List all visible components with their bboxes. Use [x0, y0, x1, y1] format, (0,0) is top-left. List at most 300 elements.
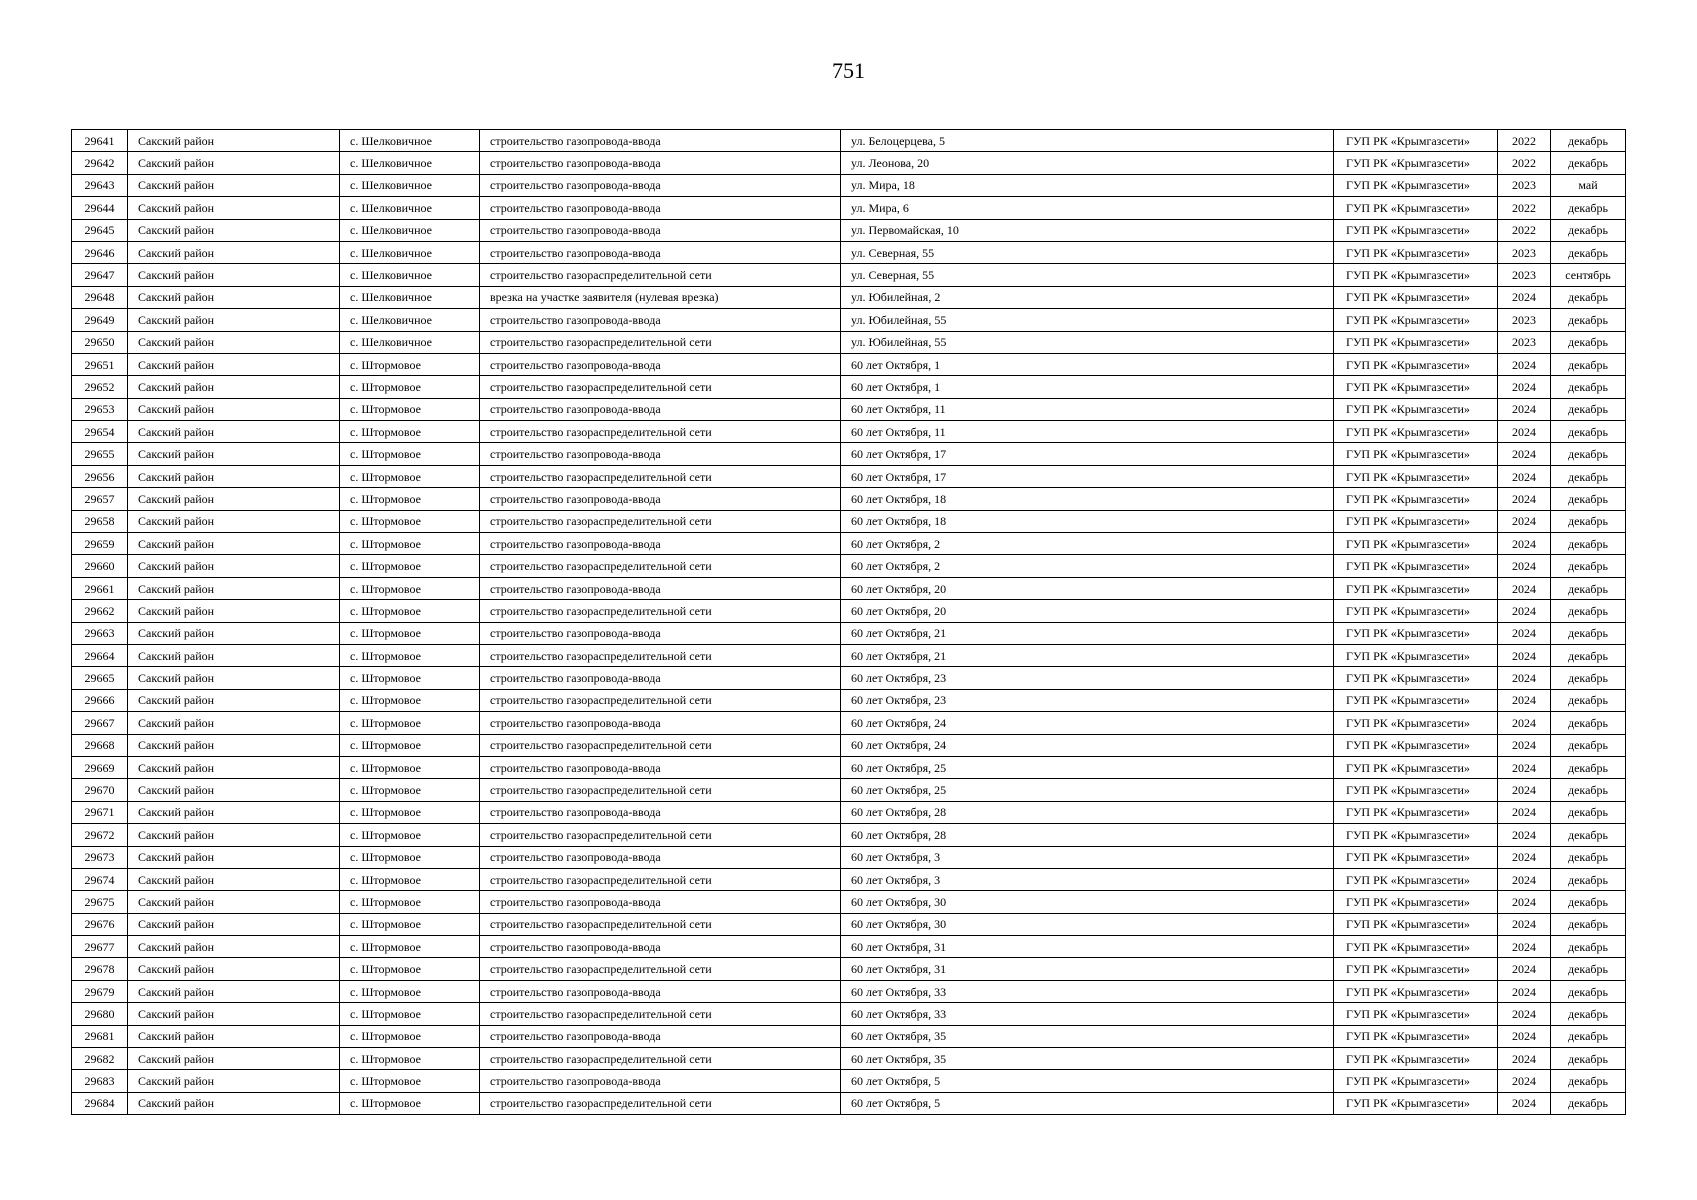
work-type-cell: строительство газопровода-ввода [480, 241, 841, 263]
table-row [72, 958, 1626, 980]
work-type-cell: строительство газопровода-ввода [480, 756, 841, 778]
district-cell: Сакский район [128, 309, 340, 331]
row-number-cell: 29666 [72, 689, 128, 711]
district-cell: Сакский район [128, 152, 340, 174]
row-number-cell: 29662 [72, 600, 128, 622]
month-cell: декабрь [1551, 286, 1626, 308]
work-type-cell: строительство газопровода-ввода [480, 936, 841, 958]
address-cell: 60 лет Октября, 18 [841, 510, 1334, 532]
address-cell: ул. Юбилейная, 2 [841, 286, 1334, 308]
year-cell: 2022 [1498, 219, 1551, 241]
year-cell: 2024 [1498, 644, 1551, 666]
district-cell: Сакский район [128, 174, 340, 196]
row-number-cell: 29654 [72, 421, 128, 443]
work-type-cell: строительство газопровода-ввода [480, 533, 841, 555]
organization-cell: ГУП РК «Крымгазсети» [1334, 577, 1498, 599]
settlement-cell: с. Шелковичное [340, 219, 480, 241]
settlement-cell: с. Шелковичное [340, 152, 480, 174]
district-cell: Сакский район [128, 197, 340, 219]
work-type-cell: строительство газопровода-ввода [480, 891, 841, 913]
work-type-cell: строительство газопровода-ввода [480, 130, 841, 152]
settlement-cell: с. Штормовое [340, 846, 480, 868]
district-cell: Сакский район [128, 913, 340, 935]
address-cell: 60 лет Октября, 30 [841, 913, 1334, 935]
month-cell: декабрь [1551, 846, 1626, 868]
table-row [72, 600, 1626, 622]
month-cell: декабрь [1551, 443, 1626, 465]
table-row [72, 152, 1626, 174]
month-cell: декабрь [1551, 824, 1626, 846]
table-row [72, 443, 1626, 465]
month-cell: декабрь [1551, 712, 1626, 734]
address-cell: 60 лет Октября, 24 [841, 734, 1334, 756]
work-type-cell: строительство газораспределительной сети [480, 913, 841, 935]
work-type-cell: строительство газораспределительной сети [480, 868, 841, 890]
work-type-cell: врезка на участке заявителя (нулевая врезка) [480, 286, 841, 308]
settlement-cell: с. Шелковичное [340, 130, 480, 152]
row-number-cell: 29657 [72, 488, 128, 510]
address-cell: ул. Северная, 55 [841, 241, 1334, 263]
work-type-cell: строительство газопровода-ввода [480, 353, 841, 375]
row-number-cell: 29676 [72, 913, 128, 935]
month-cell: декабрь [1551, 913, 1626, 935]
month-cell: декабрь [1551, 1025, 1626, 1047]
row-number-cell: 29649 [72, 309, 128, 331]
table-row [72, 174, 1626, 196]
work-type-cell: строительство газопровода-ввода [480, 846, 841, 868]
year-cell: 2024 [1498, 555, 1551, 577]
row-number-cell: 29650 [72, 331, 128, 353]
year-cell: 2024 [1498, 577, 1551, 599]
row-number-cell: 29670 [72, 779, 128, 801]
month-cell: сентябрь [1551, 264, 1626, 286]
settlement-cell: с. Штормовое [340, 488, 480, 510]
district-cell: Сакский район [128, 1003, 340, 1025]
district-cell: Сакский район [128, 1048, 340, 1070]
table-row [72, 779, 1626, 801]
month-cell: декабрь [1551, 331, 1626, 353]
settlement-cell: с. Штормовое [340, 1025, 480, 1047]
month-cell: декабрь [1551, 577, 1626, 599]
year-cell: 2022 [1498, 130, 1551, 152]
year-cell: 2024 [1498, 600, 1551, 622]
table-row [72, 868, 1626, 890]
district-cell: Сакский район [128, 264, 340, 286]
row-number-cell: 29664 [72, 644, 128, 666]
month-cell: декабрь [1551, 197, 1626, 219]
address-cell: ул. Леонова, 20 [841, 152, 1334, 174]
year-cell: 2024 [1498, 846, 1551, 868]
organization-cell: ГУП РК «Крымгазсети» [1334, 488, 1498, 510]
month-cell: декабрь [1551, 779, 1626, 801]
month-cell: декабрь [1551, 891, 1626, 913]
year-cell: 2024 [1498, 533, 1551, 555]
row-number-cell: 29656 [72, 465, 128, 487]
year-cell: 2024 [1498, 488, 1551, 510]
settlement-cell: с. Штормовое [340, 801, 480, 823]
work-type-cell: строительство газораспределительной сети [480, 510, 841, 532]
organization-cell: ГУП РК «Крымгазсети» [1334, 868, 1498, 890]
address-cell: ул. Мира, 18 [841, 174, 1334, 196]
organization-cell: ГУП РК «Крымгазсети» [1334, 421, 1498, 443]
address-cell: 60 лет Октября, 31 [841, 936, 1334, 958]
work-type-cell: строительство газораспределительной сети [480, 1048, 841, 1070]
table-row [72, 913, 1626, 935]
row-number-cell: 29667 [72, 712, 128, 734]
table-row [72, 219, 1626, 241]
month-cell: декабрь [1551, 936, 1626, 958]
district-cell: Сакский район [128, 824, 340, 846]
district-cell: Сакский район [128, 644, 340, 666]
month-cell: декабрь [1551, 868, 1626, 890]
table-row [72, 264, 1626, 286]
work-type-cell: строительство газопровода-ввода [480, 443, 841, 465]
district-cell: Сакский район [128, 779, 340, 801]
organization-cell: ГУП РК «Крымгазсети» [1334, 936, 1498, 958]
organization-cell: ГУП РК «Крымгазсети» [1334, 331, 1498, 353]
work-type-cell: строительство газораспределительной сети [480, 1092, 841, 1114]
work-type-cell: строительство газораспределительной сети [480, 264, 841, 286]
district-cell: Сакский район [128, 622, 340, 644]
district-cell: Сакский район [128, 421, 340, 443]
district-cell: Сакский район [128, 510, 340, 532]
row-number-cell: 29680 [72, 1003, 128, 1025]
year-cell: 2024 [1498, 421, 1551, 443]
organization-cell: ГУП РК «Крымгазсети» [1334, 219, 1498, 241]
organization-cell: ГУП РК «Крымгазсети» [1334, 958, 1498, 980]
address-cell: 60 лет Октября, 35 [841, 1025, 1334, 1047]
work-type-cell: строительство газопровода-ввода [480, 488, 841, 510]
row-number-cell: 29673 [72, 846, 128, 868]
settlement-cell: с. Штормовое [340, 533, 480, 555]
address-cell: 60 лет Октября, 33 [841, 980, 1334, 1002]
year-cell: 2024 [1498, 667, 1551, 689]
table-row [72, 891, 1626, 913]
year-cell: 2024 [1498, 712, 1551, 734]
table-row [72, 398, 1626, 420]
address-cell: 60 лет Октября, 18 [841, 488, 1334, 510]
address-cell: 60 лет Октября, 25 [841, 779, 1334, 801]
settlement-cell: с. Шелковичное [340, 241, 480, 263]
district-cell: Сакский район [128, 712, 340, 734]
month-cell: декабрь [1551, 644, 1626, 666]
year-cell: 2024 [1498, 868, 1551, 890]
page-number: 751 [832, 58, 865, 83]
address-cell: 60 лет Октября, 3 [841, 868, 1334, 890]
settlement-cell: с. Штормовое [340, 600, 480, 622]
month-cell: декабрь [1551, 152, 1626, 174]
settlement-cell: с. Штормовое [340, 756, 480, 778]
address-cell: 60 лет Октября, 11 [841, 421, 1334, 443]
year-cell: 2024 [1498, 510, 1551, 532]
settlement-cell: с. Штормовое [340, 1048, 480, 1070]
organization-cell: ГУП РК «Крымгазсети» [1334, 510, 1498, 532]
address-cell: ул. Первомайская, 10 [841, 219, 1334, 241]
table-row [72, 421, 1626, 443]
settlement-cell: с. Штормовое [340, 689, 480, 711]
row-number-cell: 29660 [72, 555, 128, 577]
organization-cell: ГУП РК «Крымгазсети» [1334, 622, 1498, 644]
settlement-cell: с. Штормовое [340, 958, 480, 980]
organization-cell: ГУП РК «Крымгазсети» [1334, 667, 1498, 689]
organization-cell: ГУП РК «Крымгазсети» [1334, 376, 1498, 398]
organization-cell: ГУП РК «Крымгазсети» [1334, 309, 1498, 331]
row-number-cell: 29659 [72, 533, 128, 555]
settlement-cell: с. Штормовое [340, 1003, 480, 1025]
table-row [72, 689, 1626, 711]
year-cell: 2024 [1498, 891, 1551, 913]
table-body [72, 130, 1626, 1115]
row-number-cell: 29683 [72, 1070, 128, 1092]
row-number-cell: 29682 [72, 1048, 128, 1070]
work-type-cell: строительство газопровода-ввода [480, 577, 841, 599]
organization-cell: ГУП РК «Крымгазсети» [1334, 555, 1498, 577]
settlement-cell: с. Штормовое [340, 353, 480, 375]
organization-cell: ГУП РК «Крымгазсети» [1334, 1070, 1498, 1092]
row-number-cell: 29668 [72, 734, 128, 756]
district-cell: Сакский район [128, 756, 340, 778]
row-number-cell: 29674 [72, 868, 128, 890]
year-cell: 2024 [1498, 1003, 1551, 1025]
address-cell: 60 лет Октября, 25 [841, 756, 1334, 778]
row-number-cell: 29663 [72, 622, 128, 644]
table-row [72, 667, 1626, 689]
district-cell: Сакский район [128, 1070, 340, 1092]
year-cell: 2024 [1498, 1025, 1551, 1047]
year-cell: 2024 [1498, 443, 1551, 465]
settlement-cell: с. Штормовое [340, 891, 480, 913]
row-number-cell: 29647 [72, 264, 128, 286]
table-row [72, 130, 1626, 152]
month-cell: декабрь [1551, 219, 1626, 241]
address-cell: 60 лет Октября, 2 [841, 555, 1334, 577]
organization-cell: ГУП РК «Крымгазсети» [1334, 197, 1498, 219]
month-cell: декабрь [1551, 398, 1626, 420]
organization-cell: ГУП РК «Крымгазсети» [1334, 801, 1498, 823]
row-number-cell: 29644 [72, 197, 128, 219]
month-cell: декабрь [1551, 756, 1626, 778]
month-cell: май [1551, 174, 1626, 196]
row-number-cell: 29665 [72, 667, 128, 689]
address-cell: 60 лет Октября, 24 [841, 712, 1334, 734]
year-cell: 2024 [1498, 824, 1551, 846]
organization-cell: ГУП РК «Крымгазсети» [1334, 689, 1498, 711]
district-cell: Сакский район [128, 936, 340, 958]
work-type-cell: строительство газопровода-ввода [480, 980, 841, 1002]
table-row [72, 1003, 1626, 1025]
address-cell: ул. Юбилейная, 55 [841, 331, 1334, 353]
table-row [72, 555, 1626, 577]
address-cell: 60 лет Октября, 33 [841, 1003, 1334, 1025]
address-cell: 60 лет Октября, 35 [841, 1048, 1334, 1070]
month-cell: декабрь [1551, 667, 1626, 689]
settlement-cell: с. Штормовое [340, 712, 480, 734]
table-row [72, 644, 1626, 666]
settlement-cell: с. Штормовое [340, 913, 480, 935]
month-cell: декабрь [1551, 689, 1626, 711]
table-row [72, 488, 1626, 510]
work-type-cell: строительство газораспределительной сети [480, 376, 841, 398]
address-cell: 60 лет Октября, 20 [841, 600, 1334, 622]
row-number-cell: 29661 [72, 577, 128, 599]
settlement-cell: с. Штормовое [340, 622, 480, 644]
address-cell: 60 лет Октября, 23 [841, 667, 1334, 689]
organization-cell: ГУП РК «Крымгазсети» [1334, 152, 1498, 174]
year-cell: 2023 [1498, 309, 1551, 331]
organization-cell: ГУП РК «Крымгазсети» [1334, 130, 1498, 152]
table-row [72, 353, 1626, 375]
district-cell: Сакский район [128, 465, 340, 487]
row-number-cell: 29652 [72, 376, 128, 398]
row-number-cell: 29675 [72, 891, 128, 913]
organization-cell: ГУП РК «Крымгазсети» [1334, 1092, 1498, 1114]
organization-cell: ГУП РК «Крымгазсети» [1334, 712, 1498, 734]
row-number-cell: 29677 [72, 936, 128, 958]
month-cell: декабрь [1551, 555, 1626, 577]
work-type-cell: строительство газопровода-ввода [480, 309, 841, 331]
table-row [72, 734, 1626, 756]
row-number-cell: 29671 [72, 801, 128, 823]
year-cell: 2024 [1498, 936, 1551, 958]
work-type-cell: строительство газопровода-ввода [480, 152, 841, 174]
row-number-cell: 29653 [72, 398, 128, 420]
district-cell: Сакский район [128, 734, 340, 756]
settlement-cell: с. Шелковичное [340, 197, 480, 219]
table-row [72, 1048, 1626, 1070]
month-cell: декабрь [1551, 958, 1626, 980]
work-type-cell: строительство газораспределительной сети [480, 555, 841, 577]
settlement-cell: с. Штормовое [340, 779, 480, 801]
address-cell: 60 лет Октября, 5 [841, 1092, 1334, 1114]
settlement-cell: с. Штормовое [340, 644, 480, 666]
organization-cell: ГУП РК «Крымгазсети» [1334, 241, 1498, 263]
table-row [72, 622, 1626, 644]
table-row [72, 309, 1626, 331]
month-cell: декабрь [1551, 533, 1626, 555]
row-number-cell: 29645 [72, 219, 128, 241]
year-cell: 2024 [1498, 286, 1551, 308]
settlement-cell: с. Штормовое [340, 443, 480, 465]
month-cell: декабрь [1551, 465, 1626, 487]
district-cell: Сакский район [128, 868, 340, 890]
table-row [72, 712, 1626, 734]
work-type-cell: строительство газопровода-ввода [480, 622, 841, 644]
district-cell: Сакский район [128, 286, 340, 308]
month-cell: декабрь [1551, 353, 1626, 375]
work-type-cell: строительство газопровода-ввода [480, 801, 841, 823]
address-cell: 60 лет Октября, 5 [841, 1070, 1334, 1092]
year-cell: 2024 [1498, 1070, 1551, 1092]
table-row [72, 241, 1626, 263]
row-number-cell: 29648 [72, 286, 128, 308]
row-number-cell: 29658 [72, 510, 128, 532]
month-cell: декабрь [1551, 1070, 1626, 1092]
district-cell: Сакский район [128, 488, 340, 510]
work-type-cell: строительство газопровода-ввода [480, 398, 841, 420]
address-cell: ул. Белоцерцева, 5 [841, 130, 1334, 152]
settlement-cell: с. Штормовое [340, 980, 480, 1002]
organization-cell: ГУП РК «Крымгазсети» [1334, 443, 1498, 465]
table-row [72, 846, 1626, 868]
address-cell: 60 лет Октября, 21 [841, 622, 1334, 644]
month-cell: декабрь [1551, 241, 1626, 263]
organization-cell: ГУП РК «Крымгазсети» [1334, 644, 1498, 666]
district-cell: Сакский район [128, 689, 340, 711]
work-type-cell: строительство газопровода-ввода [480, 197, 841, 219]
organization-cell: ГУП РК «Крымгазсети» [1334, 398, 1498, 420]
year-cell: 2024 [1498, 1048, 1551, 1070]
table-row [72, 980, 1626, 1002]
month-cell: декабрь [1551, 1048, 1626, 1070]
address-cell: 60 лет Октября, 17 [841, 443, 1334, 465]
table-row [72, 824, 1626, 846]
organization-cell: ГУП РК «Крымгазсети» [1334, 756, 1498, 778]
address-cell: 60 лет Октября, 20 [841, 577, 1334, 599]
table-row [72, 533, 1626, 555]
organization-cell: ГУП РК «Крымгазсети» [1334, 846, 1498, 868]
address-cell: 60 лет Октября, 28 [841, 824, 1334, 846]
work-type-cell: строительство газопровода-ввода [480, 174, 841, 196]
address-cell: 60 лет Октября, 31 [841, 958, 1334, 980]
work-type-cell: строительство газопровода-ввода [480, 219, 841, 241]
organization-cell: ГУП РК «Крымгазсети» [1334, 174, 1498, 196]
row-number-cell: 29679 [72, 980, 128, 1002]
work-type-cell: строительство газопровода-ввода [480, 1070, 841, 1092]
organization-cell: ГУП РК «Крымгазсети» [1334, 1048, 1498, 1070]
organization-cell: ГУП РК «Крымгазсети» [1334, 353, 1498, 375]
month-cell: декабрь [1551, 130, 1626, 152]
month-cell: декабрь [1551, 801, 1626, 823]
work-type-cell: строительство газораспределительной сети [480, 958, 841, 980]
organization-cell: ГУП РК «Крымгазсети» [1334, 286, 1498, 308]
settlement-cell: с. Шелковичное [340, 331, 480, 353]
work-type-cell: строительство газораспределительной сети [480, 1003, 841, 1025]
settlement-cell: с. Штормовое [340, 1070, 480, 1092]
district-cell: Сакский район [128, 1025, 340, 1047]
row-number-cell: 29672 [72, 824, 128, 846]
district-cell: Сакский район [128, 353, 340, 375]
address-cell: 60 лет Октября, 2 [841, 533, 1334, 555]
work-type-cell: строительство газораспределительной сети [480, 779, 841, 801]
address-cell: 60 лет Октября, 28 [841, 801, 1334, 823]
district-cell: Сакский район [128, 846, 340, 868]
district-cell: Сакский район [128, 555, 340, 577]
settlement-cell: с. Штормовое [340, 398, 480, 420]
settlement-cell: с. Штормовое [340, 936, 480, 958]
year-cell: 2024 [1498, 353, 1551, 375]
month-cell: декабрь [1551, 488, 1626, 510]
year-cell: 2024 [1498, 689, 1551, 711]
row-number-cell: 29669 [72, 756, 128, 778]
year-cell: 2024 [1498, 801, 1551, 823]
row-number-cell: 29684 [72, 1092, 128, 1114]
district-cell: Сакский район [128, 331, 340, 353]
work-type-cell: строительство газопровода-ввода [480, 712, 841, 734]
address-cell: 60 лет Октября, 1 [841, 353, 1334, 375]
organization-cell: ГУП РК «Крымгазсети» [1334, 465, 1498, 487]
year-cell: 2024 [1498, 980, 1551, 1002]
district-cell: Сакский район [128, 600, 340, 622]
year-cell: 2024 [1498, 465, 1551, 487]
settlement-cell: с. Штормовое [340, 734, 480, 756]
organization-cell: ГУП РК «Крымгазсети» [1334, 600, 1498, 622]
row-number-cell: 29678 [72, 958, 128, 980]
month-cell: декабрь [1551, 376, 1626, 398]
year-cell: 2024 [1498, 398, 1551, 420]
table-row [72, 376, 1626, 398]
district-cell: Сакский район [128, 801, 340, 823]
settlement-cell: с. Штормовое [340, 868, 480, 890]
